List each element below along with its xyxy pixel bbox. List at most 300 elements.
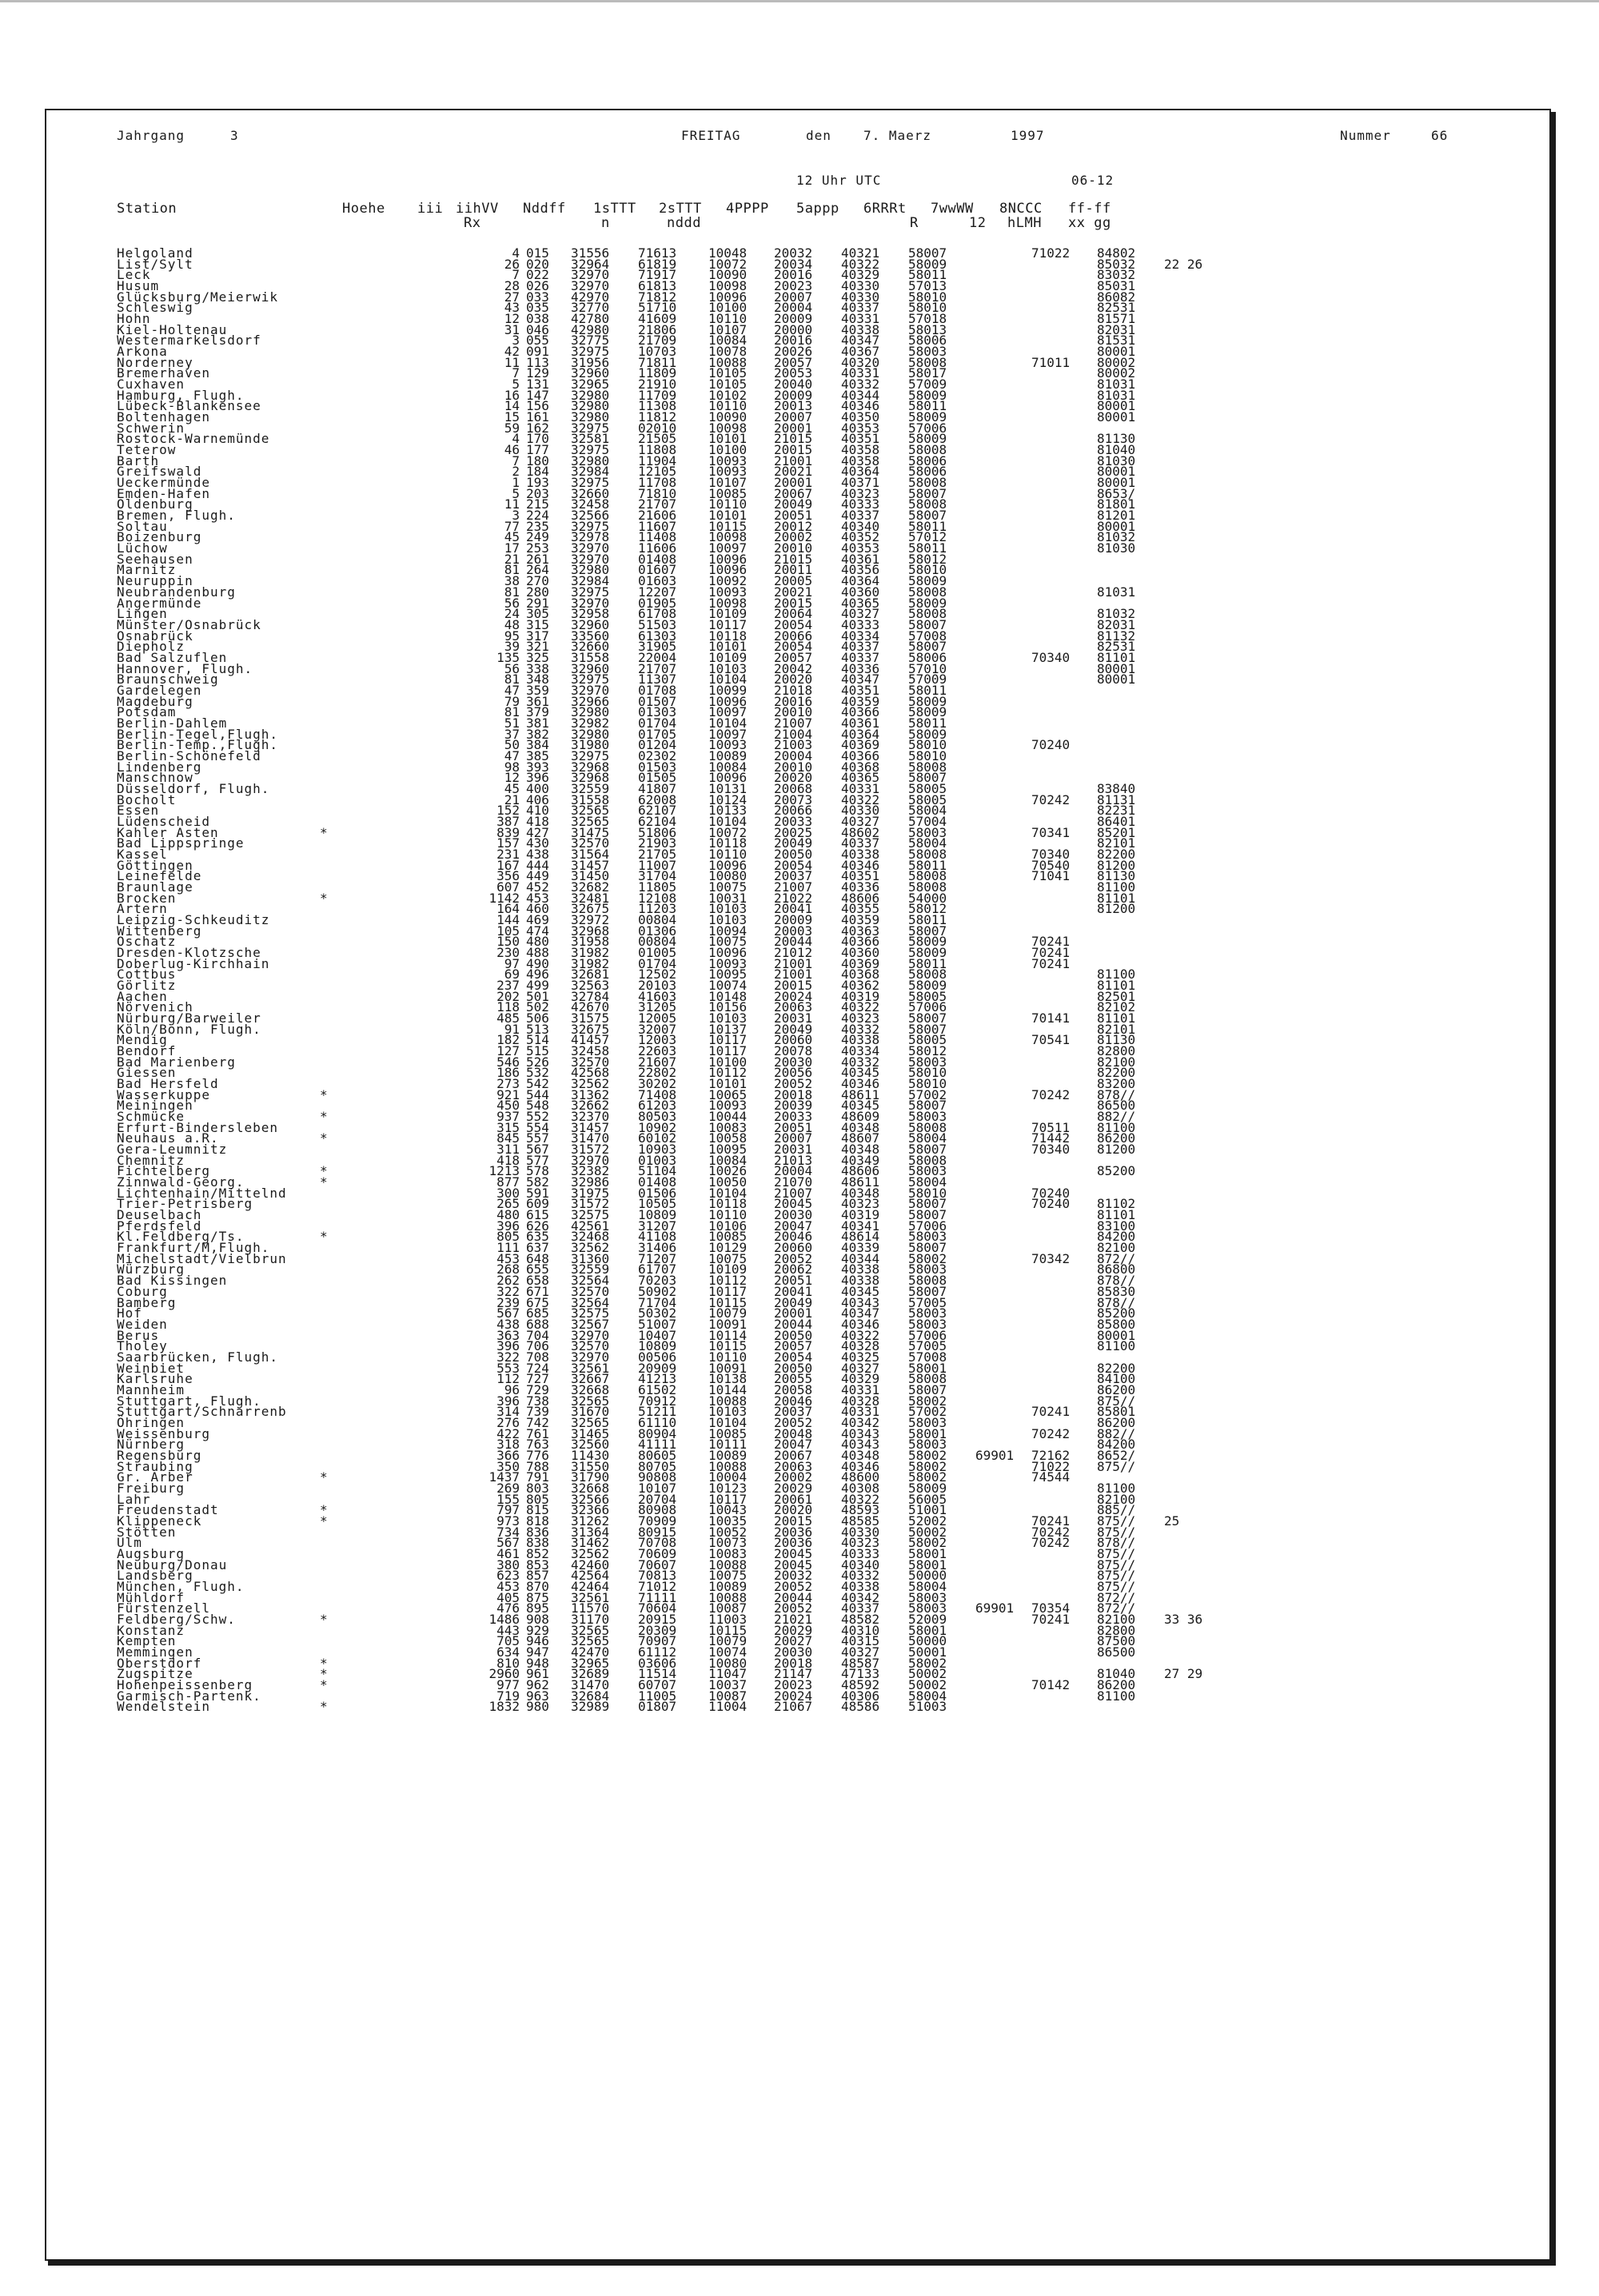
table-row	[117, 365, 1156, 381]
nddff: 61708	[638, 606, 677, 622]
sttt-2: 20046	[774, 1393, 813, 1409]
station-name: Gera-Leumnitz	[117, 1142, 228, 1158]
nddff: 41111	[638, 1437, 677, 1453]
station-id: 552	[526, 1109, 549, 1125]
nddff: 01704	[638, 715, 677, 731]
pppp-4: 40327	[841, 1644, 880, 1660]
appp-5: 58005	[908, 1032, 947, 1048]
pppp-4: 40337	[841, 649, 880, 665]
sttt-1: 10097	[708, 726, 748, 742]
sttt-1: 10087	[708, 1600, 748, 1616]
nddff: 41213	[638, 1371, 677, 1387]
nccc-8: 81200	[1097, 1142, 1136, 1158]
nddff: 20909	[638, 1360, 677, 1376]
station-id: 393	[526, 759, 549, 775]
pppp-4: 40348	[841, 1185, 880, 1201]
sttt-2: 20073	[774, 791, 813, 807]
station-id: 761	[526, 1425, 549, 1441]
station-id: 305	[526, 606, 549, 622]
pppp-4: 40359	[841, 693, 880, 709]
station-name: Fichtelberg	[117, 1163, 210, 1179]
station-id: 291	[526, 595, 549, 611]
station-height: 453	[496, 1578, 520, 1594]
station-name: Manschnow	[117, 770, 193, 786]
nddff: 12105	[638, 464, 677, 480]
table-row	[117, 344, 1156, 360]
nddff: 31205	[638, 999, 677, 1015]
nccc-8: 882//	[1097, 1109, 1136, 1125]
nddff: 71917	[638, 267, 677, 283]
sttt-1: 10088	[708, 1589, 748, 1605]
nddff: 61112	[638, 1644, 677, 1660]
station-id: 015	[526, 245, 549, 261]
station-id: 637	[526, 1240, 549, 1256]
appp-5: 58012	[908, 551, 947, 567]
sttt-2: 20045	[774, 1196, 813, 1212]
sttt-1: 10095	[708, 1142, 748, 1158]
wwww-7: 70340	[1031, 649, 1071, 665]
table-row	[117, 608, 1156, 620]
appp-5: 58009	[908, 726, 947, 742]
station-id: 963	[526, 1688, 549, 1704]
sttt-2: 20031	[774, 1142, 813, 1158]
station-id: 791	[526, 1469, 549, 1485]
nddff: 51710	[638, 300, 677, 316]
station-id: 724	[526, 1360, 549, 1376]
sttt-1: 10095	[708, 967, 748, 983]
nccc-8: 80001	[1097, 518, 1136, 534]
pppp-4: 48606	[841, 1163, 880, 1179]
nccc-8: 80001	[1097, 344, 1136, 360]
nddff: 41603	[638, 988, 677, 1004]
wwww-7: 71442	[1031, 1130, 1071, 1146]
station-id: 270	[526, 573, 549, 589]
iihvv: 31550	[571, 1458, 610, 1474]
appp-5: 58008	[908, 496, 947, 512]
nddff: 11607	[638, 518, 677, 534]
station-id: 444	[526, 857, 549, 873]
station-height: 81	[504, 672, 520, 688]
sttt-1: 10050	[708, 1174, 748, 1190]
appp-5: 52009	[908, 1611, 947, 1627]
nddff: 70203	[638, 1273, 677, 1289]
nccc-8: 875//	[1097, 1578, 1136, 1594]
appp-5: 58007	[908, 616, 947, 632]
sttt-2: 20060	[774, 1032, 813, 1048]
table-row	[117, 245, 1156, 261]
nccc-8: 81101	[1097, 1010, 1136, 1026]
nccc-8: 8652/	[1097, 1447, 1136, 1463]
pppp-4: 40353	[841, 420, 880, 436]
nddff: 71810	[638, 485, 677, 501]
nddff: 12207	[638, 584, 677, 600]
station-height: 7	[512, 452, 520, 468]
iihvv: 32565	[571, 1633, 610, 1649]
station-height: 38	[504, 573, 520, 589]
sttt-1: 10058	[708, 1130, 748, 1146]
nddff: 11904	[638, 452, 677, 468]
appp-5: 57006	[908, 1327, 947, 1343]
sttt-2: 20049	[774, 835, 813, 851]
station-name: Klippeneck	[117, 1513, 202, 1529]
sttt-1: 10084	[708, 1152, 748, 1168]
pppp-4: 40345	[841, 1283, 880, 1299]
table-row	[117, 947, 1156, 959]
sttt-1: 10100	[708, 300, 748, 316]
alpine-marker: *	[320, 1502, 328, 1518]
station-id: 591	[526, 1185, 549, 1201]
sttt-2: 20057	[774, 649, 813, 665]
station-id: 361	[526, 693, 549, 709]
iihvv: 32565	[571, 1622, 610, 1638]
station-height: 877	[496, 1174, 520, 1190]
station-name: Helgoland	[117, 245, 193, 261]
sttt-2: 20009	[774, 311, 813, 327]
nddff: 21903	[638, 835, 677, 851]
nccc-8: 84100	[1097, 1371, 1136, 1387]
station-height: 24	[504, 606, 520, 622]
iihvv: 32980	[571, 704, 610, 720]
nddff: 60707	[638, 1677, 677, 1693]
sttt-1: 10091	[708, 1316, 748, 1332]
table-row	[117, 1373, 1156, 1385]
station-height: 366	[496, 1447, 520, 1463]
station-id: 261	[526, 551, 549, 567]
station-height: 461	[496, 1545, 520, 1561]
appp-5: 58009	[908, 256, 947, 272]
col-1sttt: 1sTTT	[593, 201, 636, 217]
station-height: 150	[496, 934, 520, 950]
sttt-2: 20058	[774, 1381, 813, 1397]
station-id: 655	[526, 1262, 549, 1278]
sttt-2: 20016	[774, 267, 813, 283]
iihvv: 32668	[571, 1381, 610, 1397]
sttt-1: 10098	[708, 595, 748, 611]
sttt-2: 20018	[774, 1655, 813, 1671]
sttt-1: 10026	[708, 1163, 748, 1179]
table-row	[117, 452, 1156, 468]
appp-5: 58008	[908, 475, 947, 491]
sttt-1: 10084	[708, 333, 748, 349]
appp-5: 58008	[908, 846, 947, 862]
station-height: 1437	[488, 1469, 520, 1485]
table-row	[117, 1513, 1180, 1529]
iihvv: 32562	[571, 1545, 610, 1561]
alpine-marker: *	[320, 1163, 328, 1179]
sttt-1: 10093	[708, 737, 748, 753]
sttt-2: 20025	[774, 824, 813, 840]
station-height: 734	[496, 1524, 520, 1540]
iihvv: 31475	[571, 824, 610, 840]
station-id: 962	[526, 1677, 549, 1693]
station-id: 870	[526, 1578, 549, 1594]
station-height: 39	[504, 639, 520, 655]
station-id: 708	[526, 1349, 549, 1365]
sttt-1: 10110	[708, 311, 748, 327]
sttt-2: 20051	[774, 1119, 813, 1135]
table-row	[117, 1458, 1156, 1474]
station-height: 127	[496, 1043, 520, 1059]
nddff: 11408	[638, 529, 677, 545]
nccc-8: 872//	[1097, 1600, 1136, 1616]
station-height: 155	[496, 1491, 520, 1507]
pppp-4: 40350	[841, 409, 880, 425]
sttt-1: 10103	[708, 911, 748, 927]
sttt-1: 10075	[708, 879, 748, 895]
sttt-2: 20021	[774, 584, 813, 600]
table-row	[117, 672, 1156, 688]
wwww-7: 70241	[1031, 955, 1071, 971]
nddff: 01607	[638, 562, 677, 578]
pppp-4: 48592	[841, 1677, 880, 1693]
pppp-4: 40330	[841, 803, 880, 819]
alpine-marker: *	[320, 1699, 328, 1715]
pppp-4: 40337	[841, 508, 880, 524]
station-height: 453	[496, 1250, 520, 1266]
appp-5: 58009	[908, 704, 947, 720]
station-height: 118	[496, 999, 520, 1015]
table-row	[117, 739, 1156, 751]
station-id: 321	[526, 639, 549, 655]
nccc-8: 86082	[1097, 289, 1136, 305]
station-height: 805	[496, 1229, 520, 1245]
station-name: Kassel	[117, 846, 168, 862]
appp-5: 58006	[908, 464, 947, 480]
iihvv: 32565	[571, 1393, 610, 1409]
sttt-1: 10109	[708, 649, 748, 665]
station-height: 7	[512, 267, 520, 283]
iihvv: 32668	[571, 1480, 610, 1496]
iihvv: 32970	[571, 540, 610, 556]
appp-5: 58009	[908, 693, 947, 709]
table-row	[117, 857, 1156, 873]
station-name: Bad Lippspringe	[117, 835, 245, 851]
nddff: 62104	[638, 813, 677, 829]
station-height: 839	[496, 824, 520, 840]
sttt-2: 20009	[774, 387, 813, 403]
nddff: 11307	[638, 672, 677, 688]
nddff: 61110	[638, 1414, 677, 1430]
station-height: 396	[496, 1393, 520, 1409]
sttt-1: 10088	[708, 1458, 748, 1474]
sttt-2: 20044	[774, 1589, 813, 1605]
iihvv: 32960	[571, 365, 610, 381]
table-row	[117, 1034, 1156, 1046]
iihvv: 32984	[571, 573, 610, 589]
pppp-4: 40345	[841, 1098, 880, 1114]
sttt-1: 10099	[708, 682, 748, 698]
nddff: 10505	[638, 1196, 677, 1212]
nccc-8: 85201	[1097, 824, 1136, 840]
pppp-4: 40333	[841, 496, 880, 512]
nddff: 31406	[638, 1240, 677, 1256]
station-height: 27	[504, 289, 520, 305]
station-height: 380	[496, 1557, 520, 1573]
station-id: 203	[526, 485, 549, 501]
station-id: 499	[526, 978, 549, 994]
station-name: Oschatz	[117, 934, 177, 950]
sttt-1: 10123	[708, 1480, 748, 1496]
table-row	[117, 660, 1156, 676]
station-name: Osnabrück	[117, 628, 193, 644]
appp-5: 58012	[908, 901, 947, 917]
station-id: 615	[526, 1207, 549, 1223]
col-nddff: Nddff	[523, 201, 566, 217]
nddff: 71811	[638, 354, 677, 370]
wwww-7: 71011	[1031, 354, 1071, 370]
station-height: 182	[496, 1032, 520, 1048]
appp-5: 58010	[908, 1076, 947, 1092]
sttt-2: 20052	[774, 1578, 813, 1594]
table-row	[117, 813, 1156, 829]
sttt-1: 10103	[708, 1010, 748, 1026]
table-row	[117, 1633, 1156, 1649]
station-name: Diepholz	[117, 639, 185, 655]
table-row	[117, 628, 1156, 644]
sttt-1: 10098	[708, 278, 748, 294]
station-id: 506	[526, 1010, 549, 1026]
sttt-1: 10115	[708, 518, 748, 534]
wwww-7: 70241	[1031, 1404, 1071, 1420]
pppp-4: 40340	[841, 518, 880, 534]
appp-5: 58003	[908, 1229, 947, 1245]
nddff: 31905	[638, 639, 677, 655]
nddff: 01507	[638, 693, 677, 709]
station-name: Boltenhagen	[117, 409, 210, 425]
station-id: 418	[526, 813, 549, 829]
station-name: Regensburg	[117, 1447, 202, 1463]
sttt-2: 20054	[774, 639, 813, 655]
iihvv: 32561	[571, 1360, 610, 1376]
nddff: 61303	[638, 628, 677, 644]
nccc-8: 86200	[1097, 1677, 1136, 1693]
col-7wwww-sub: 12	[969, 215, 987, 231]
station-height: 81	[504, 562, 520, 578]
iihvv: 32458	[571, 1043, 610, 1059]
pppp-4: 40328	[841, 1338, 880, 1354]
nddff: 00804	[638, 934, 677, 950]
alpine-marker: *	[320, 1611, 328, 1627]
nccc-8: 81130	[1097, 868, 1136, 884]
sttt-1: 10107	[708, 321, 748, 337]
station-name: Lüdenscheid	[117, 813, 210, 829]
pppp-4: 40344	[841, 387, 880, 403]
appp-5: 58002	[908, 1250, 947, 1266]
sttt-2: 20002	[774, 1469, 813, 1485]
pppp-4: 40343	[841, 1437, 880, 1453]
sttt-1: 10088	[708, 354, 748, 370]
sttt-1: 10156	[708, 999, 748, 1015]
sttt-1: 10096	[708, 289, 748, 305]
sttt-2: 21013	[774, 1152, 813, 1168]
pppp-4: 40327	[841, 606, 880, 622]
pppp-4: 40331	[841, 780, 880, 796]
pppp-4: 40338	[841, 1032, 880, 1048]
nccc-8: 878//	[1097, 1273, 1136, 1289]
station-id: 688	[526, 1316, 549, 1332]
sttt-1: 10093	[708, 452, 748, 468]
sttt-2: 20015	[774, 978, 813, 994]
sttt-2: 20041	[774, 901, 813, 917]
pppp-4: 40340	[841, 1557, 880, 1573]
iihvv: 32975	[571, 344, 610, 360]
station-height: 202	[496, 988, 520, 1004]
table-row	[117, 846, 1156, 862]
table-row	[117, 1086, 1156, 1102]
sttt-2: 20010	[774, 704, 813, 720]
table-row	[117, 879, 1156, 895]
sttt-2: 20051	[774, 1273, 813, 1289]
station-height: 16	[504, 387, 520, 403]
station-name: Lüchow	[117, 540, 168, 556]
appp-5: 58008	[908, 1152, 947, 1168]
sttt-1: 10073	[708, 1535, 748, 1551]
pppp-4: 40319	[841, 1207, 880, 1223]
station-id: 513	[526, 1021, 549, 1037]
station-height: 56	[504, 660, 520, 676]
pppp-4: 40330	[841, 278, 880, 294]
sttt-2: 20009	[774, 911, 813, 927]
nddff: 50302	[638, 1305, 677, 1321]
station-id: 033	[526, 289, 549, 305]
station-height: 973	[496, 1513, 520, 1529]
table-row	[117, 1305, 1156, 1321]
nddff: 71207	[638, 1250, 677, 1266]
table-row	[117, 485, 1156, 501]
station-height: 42	[504, 344, 520, 360]
sttt-1: 10104	[708, 672, 748, 688]
station-height: 15	[504, 409, 520, 425]
pppp-4: 40337	[841, 1600, 880, 1616]
pppp-4: 40341	[841, 1218, 880, 1234]
pppp-4: 40363	[841, 923, 880, 939]
station-id: 729	[526, 1381, 549, 1397]
iihvv: 32561	[571, 1589, 610, 1605]
col-iihvv: iihVV	[456, 201, 499, 217]
sttt-1: 10093	[708, 464, 748, 480]
iihvv: 32989	[571, 1699, 610, 1715]
wwww-7: 71022	[1031, 1458, 1071, 1474]
sttt-2: 20054	[774, 1349, 813, 1365]
station-height: 476	[496, 1600, 520, 1616]
station-height: 43	[504, 300, 520, 316]
nddff: 11308	[638, 398, 677, 414]
appp-5: 51001	[908, 1502, 947, 1518]
station-name: Rostock-Warnemünde	[117, 431, 270, 447]
nccc-8: 875//	[1097, 1568, 1136, 1584]
station-height: 262	[496, 1273, 520, 1289]
station-height: 3	[512, 333, 520, 349]
wwww-7: 74544	[1031, 1469, 1071, 1485]
station-id: 469	[526, 911, 549, 927]
table-row	[117, 300, 1156, 316]
nccc-8: 81102	[1097, 1196, 1136, 1212]
nddff: 01204	[638, 737, 677, 753]
station-name: Bremen, Flugh.	[117, 508, 236, 524]
table-row	[117, 313, 1156, 325]
station-id: 948	[526, 1655, 549, 1671]
nddff: 11805	[638, 879, 677, 895]
pppp-4: 40332	[841, 377, 880, 393]
station-name: Berlin-Tegel,Flugh.	[117, 726, 279, 742]
sttt-1: 10079	[708, 1633, 748, 1649]
sttt-1: 10118	[708, 1196, 748, 1212]
iihvv: 32667	[571, 1371, 610, 1387]
sttt-1: 10115	[708, 1294, 748, 1310]
sttt-2: 20054	[774, 616, 813, 632]
station-height: 69	[504, 967, 520, 983]
nccc-8: 82101	[1097, 835, 1136, 851]
